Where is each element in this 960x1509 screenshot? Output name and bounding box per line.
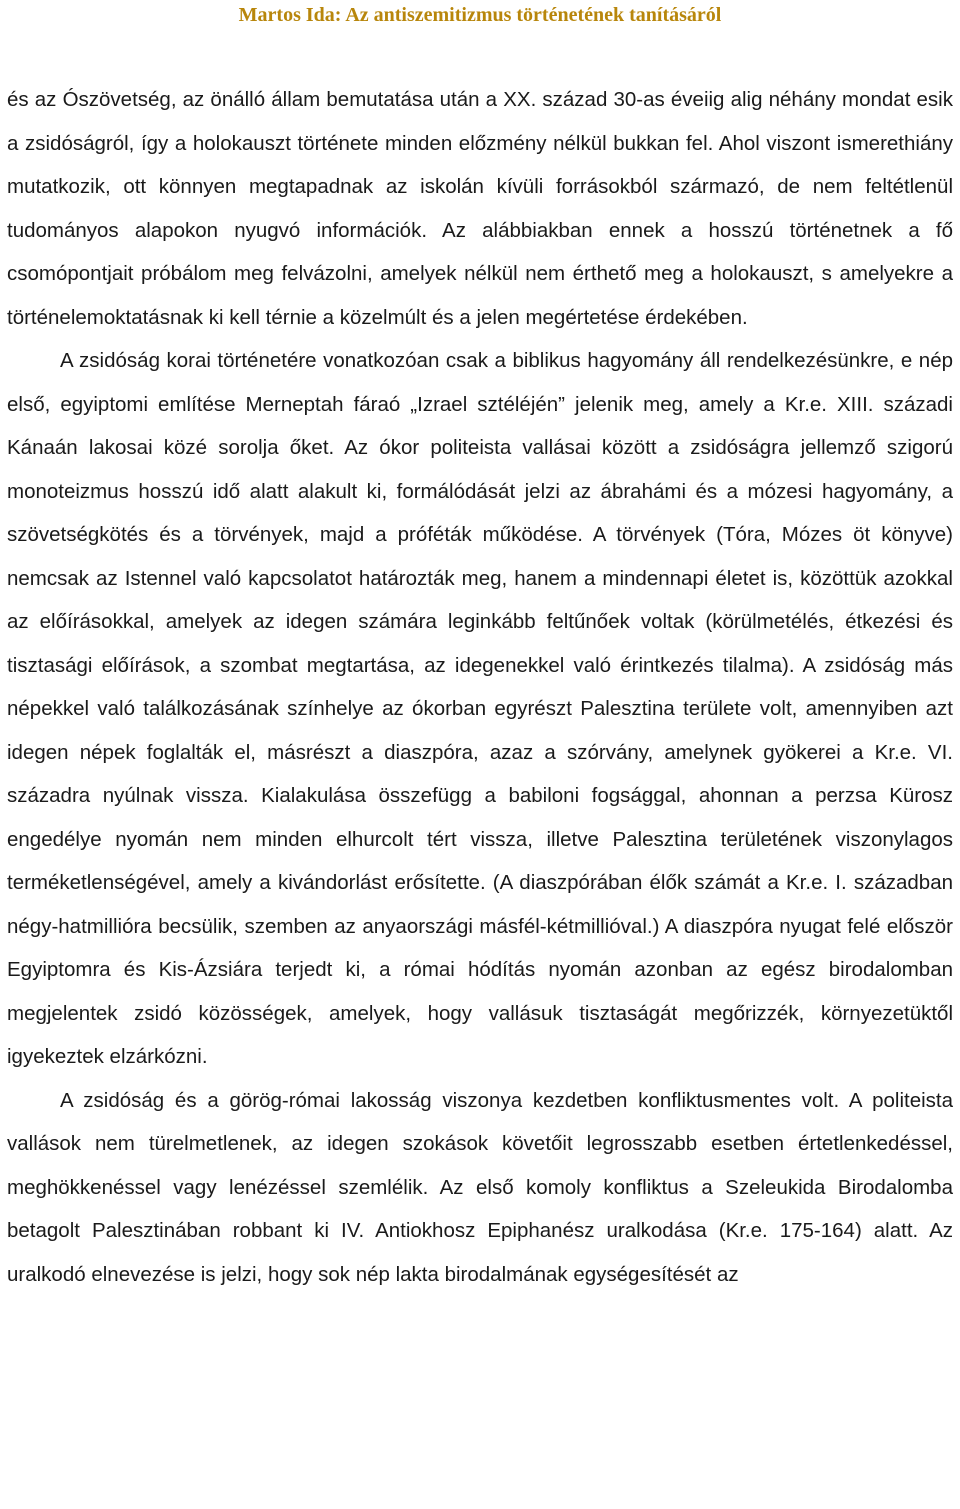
paragraph-greco-roman-relations: A zsidóság és a görög-római lakosság viszonya kezdetben konfliktusmentes volt. A politeista vallások nem türelmetlenek, az idegen szokások követőit legrosszabb esetben értetlenkedéssel, meghökkenéssel vagy lenézéssel szemlélik. Az első komoly konfliktus a Szeleukida Birodalomba betagolt Palesztinában robbant ki IV. Antiokhosz Epiphanész uralkodása (Kr.e. 175-164) alatt. Az uralkodó elnevezése is jelzi, hogy sok nép lakta birodalmának egységesítését az xyxy=(7,1088,953,1286)
paragraph-early-history: A zsidóság korai történetére vonatkozóan csak a biblikus hagyomány áll rendelkezésünkre, e nép első, egyiptomi említése Merneptah fáraó „Izrael sztéléjén” jelenik meg, amely a Kr.e. XIII. századi Kánaán lakosai közé sorolja őket. Az ókor politeista vallásai között a zsidóságra jellemző szigorú monoteizmus hosszú idő alatt alakult ki, formálódását jelzi az ábrahámi és a mózesi hagyomány, a szövetségkötés és a törvények, majd a próféták működése. A törvények (Tóra, Mózes öt könyve) nemcsak az Istennel való kapcsolatot határozták meg, hanem a mindennapi életet is, közöttük azokkal az előírásokkal, amelyek az idegen számára leginkább feltűnőek voltak (körülmetélés, étkezési és tisztasági előírások, a szombat megtartása, az idegenekkel való érintkezés tilalma). A zsidóság más népekkel való találkozásának színhelye az ókorban egyrészt Palesztina területe volt, amennyiben azt idegen népek foglalták el, másrészt a diaszpóra, azaz a szórvány, amelynek gyökerei a Kr.e. VI. századra nyúlnak vissza. Kialakulása összefügg a babiloni fogsággal, ahonnan a perzsa Kürosz engedélye nyomán nem minden elhurcolt tért vissza, illetve Palesztina területének viszonylagos terméketlenségével, amely a kivándorlást erősítette. (A diaszpórában élők számát a Kr.e. I. században négy-hatmillióra becsülik, szemben az anyaországi másfél-kétmillióval.) A diaszpóra nyugat felé először Egyiptomra és Kis-Ázsiára terjedt ki, a római hódítás nyomán azonban az egész birodalomban megjelentek zsidó közösségek, amelyek, hogy vallásuk tisztaságát megőrizzék, környezetüktől igyekeztek elzárkózni. xyxy=(7,349,953,1068)
running-header: Martos Ida: Az antiszemitizmus történetének tanításáról xyxy=(238,4,722,26)
page-body xyxy=(7,78,953,1296)
paragraph-intro-continued: és az Ószövetség, az önálló állam bemutatása után a XX. század 30-as éveiig alig néhány mondat esik a zsidóságról, így a holokauszt története minden előzmény nélkül bukkan fel. Ahol viszont ismerethiány mutatkozik, ott könnyen megtapadnak az iskolán kívüli forrásokból származó, de nem feltétlenül tudományos alapokon nyugvó információk. Az alábbiakban ennek a hosszú történetnek a fő csomópontjait próbálom meg felvázolni, amelyek nélkül nem érthető meg a holokauszt, s amelyekre a történelemoktatásnak ki kell térnie a közelmúlt és a jelen megértetése érdekében. xyxy=(7,88,953,329)
